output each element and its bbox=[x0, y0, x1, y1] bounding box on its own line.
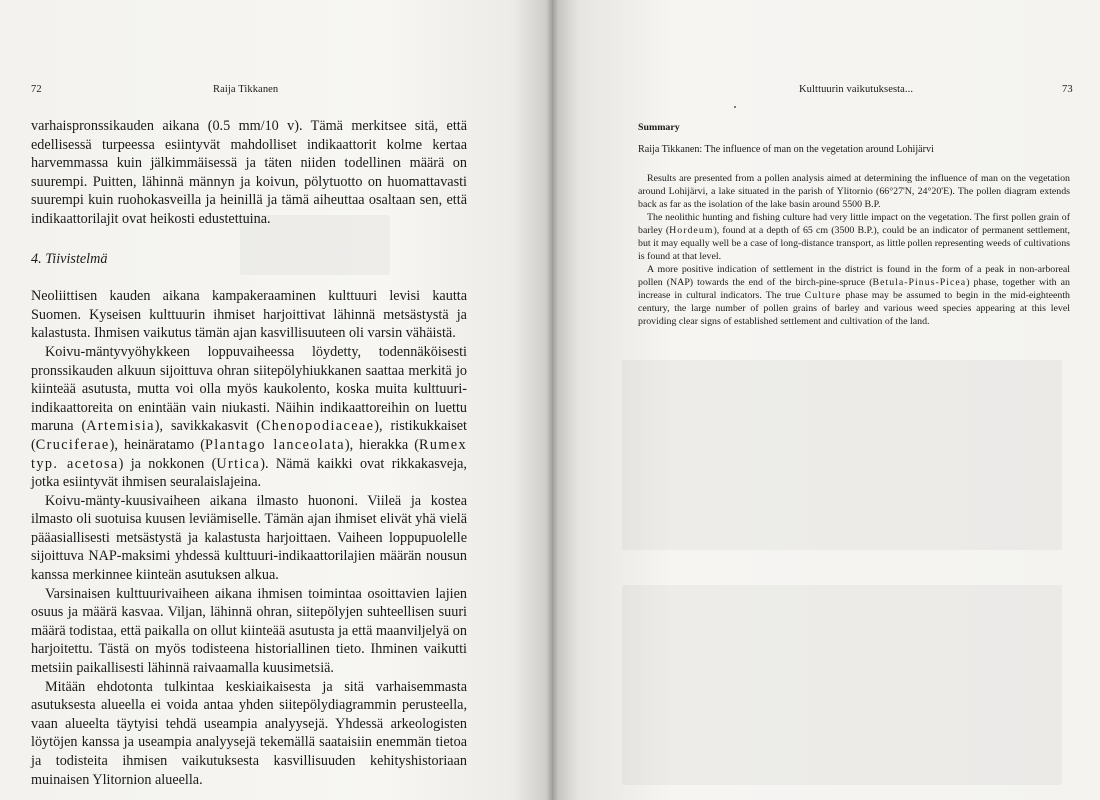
book-gutter bbox=[546, 0, 558, 800]
show-through bbox=[622, 360, 1062, 550]
running-head: Raija Tikkanen bbox=[213, 84, 279, 95]
speck bbox=[734, 106, 736, 108]
species-name: Hordeum bbox=[669, 225, 714, 236]
left-body-text bbox=[31, 117, 467, 789]
species-name: Betula-Pinus-Picea bbox=[872, 277, 967, 288]
paragraph: Mitään ehdotonta tulkintaa keskiaikaisesta ja sitä varhaisemmasta asutuksesta alueella ei voida antaa yhden siitepölydiagrammin perusteella, vaan alueelta täytyisi tehdä useampia analyysejä. Yhdessä arkeologisten löytöjen kanssa ja useampia analyysejä tekemällä saataisiin enemmän tietoa ja todisteita ihmisen vaikutuksesta kasvillisuuden kehityshistoriaan muinaisen Ylitornion alueella. bbox=[31, 678, 467, 788]
species-name: Chenopodiaceae bbox=[260, 418, 375, 435]
paragraph: varhaispronssikauden aikana (0.5 mm/10 v). Tämä merkitsee sitä, että edellisessä turpeessa esiintyvät mahdolliset indikaattorit kolme kertaa harvemmassa kuin jälkimmäisessä ja täten niiden todellinen määrä on suurempi. Puitten, lähinnä männyn ja koivun, pölytuotto on huomattavasti suurempi kuin ruohokasveilla ja heinillä ja tämä aiheuttaa osaltaan sen, että indikaattorilajit ovat heikosti edustettuina. bbox=[31, 118, 467, 227]
paragraph: Koivu-mänty-kuusivaiheen aikana ilmasto huononi. Viileä ja kostea ilmasto oli suotuisa kuusen leviämiselle. Tämän ajan ihmiset elivät yhä vielä pääasiallisesti metsästystä ja kalastusta harjoittaen. Vaiheen loppupuolelle sijoittuva NAP-maksimi yhdessä kulttuuri-indikaattorilajien määrän nousun kanssa merkinnee kiinteän asutuksen alkua. bbox=[31, 492, 467, 584]
page-number: 73 bbox=[1062, 84, 1073, 95]
phase-name: Culture bbox=[804, 290, 842, 301]
paragraph: Varsinaisen kulttuurivaiheen aikana ihmisen toimintaa osoittavien lajien osuus ja määrä kasvaa. Viljan, lähinnä ohran, siitepölyjen suhteellisen suuri määrä todistaa, että paikalla on ollut kiinteää asutusta ja että maanviljelyä on harjoitettu. Tästä on myös todisteena historiallinen tieto. Ihminen vaikutti metsiin paikallisesti lähinnä raivaamalla kuusimetsiä. bbox=[31, 585, 467, 677]
summary-block bbox=[638, 121, 1070, 328]
species-name: Cruciferae bbox=[35, 436, 110, 453]
paragraph: Results are presented from a pollen analysis aimed at determining the influence of man on the vegetation around Lohijärvi, a lake situated in the parish of Ylitornio (66°27'N, 24°20'E). The pollen diagram extends back as far as the isolation of the lake basin around 5500 B.P. bbox=[638, 173, 1070, 210]
summary-heading: Summary bbox=[638, 122, 680, 133]
page-number: 72 bbox=[31, 84, 42, 95]
paragraph: Neoliittisen kauden aikana kampakeraaminen kulttuuri levisi kautta Suomen. Kyseisen kulttuurin ihmiset harjoittivat lähinnä metsästystä ja kalastusta. Ihmisen vaikutus tämän ajan kasvillisuuteen oli varsin vähäistä. bbox=[31, 288, 467, 342]
paragraph: A more positive indication of settlement in the district is found in the form of a peak in non-arboreal pollen (NAP) towards the end of the birch-pine-spruce (Betula-Pinus-Picea) phase, together with an increase in cultural indicators. The true Culture phase may be assumed to begin in the mid-eighteenth century, the large number of pollen grains of barley and various weed species appearing at this level providing clear signs of established settlement and cultivation of the land. bbox=[638, 264, 1070, 327]
running-head: Kulttuurin vaikutuksesta... bbox=[799, 84, 914, 95]
species-name: Plantago lanceolata bbox=[205, 436, 345, 453]
species-name: Artemisia bbox=[86, 418, 155, 435]
species-name: Rumex typ. acetosa bbox=[31, 436, 467, 472]
paragraph: Koivu-mäntyvyöhykkeen loppuvaiheessa löydetty, todennäköisesti pronssikauden alkuun sijoittuva ohran siitepölyhiukkanen saattaa merkitä jo kiinteää asutusta, mutta voi olla myös kaukolento, koska muita kulttuuri-indikaattoreita on enintään vain niukasti. Näihin indikaattoreihin on luettu maruna (Artemisia), savikkakasvit (Chenopodiaceae), ristikukkaiset (Cruciferae), heinäratamo (Plantago lanceolata), hierakka (Rumex typ. acetosa) ja nokkonen (Urtica). Nämä kaikki ovat rikkakasveja, jotka esiintyvät ihmisen seuralaislajeina. bbox=[31, 343, 467, 491]
show-through bbox=[622, 585, 1062, 785]
right-page bbox=[552, 0, 1100, 800]
paragraph: The neolithic hunting and fishing culture had very little impact on the vegetation. The first pollen grain of barley (Hordeum), found at a depth of 65 cm (3500 B.P.), could be an indicator of permanent settlement, but it may equally well be a case of long-distance transport, as little pollen representing weeds of cultivations is found at that level. bbox=[638, 212, 1070, 262]
section-heading: 4. Tiivistelmä bbox=[31, 250, 108, 267]
summary-subtitle: Raija Tikkanen: The influence of man on the vegetation around Lohijärvi bbox=[638, 144, 934, 155]
species-name: Urtica bbox=[216, 455, 261, 472]
